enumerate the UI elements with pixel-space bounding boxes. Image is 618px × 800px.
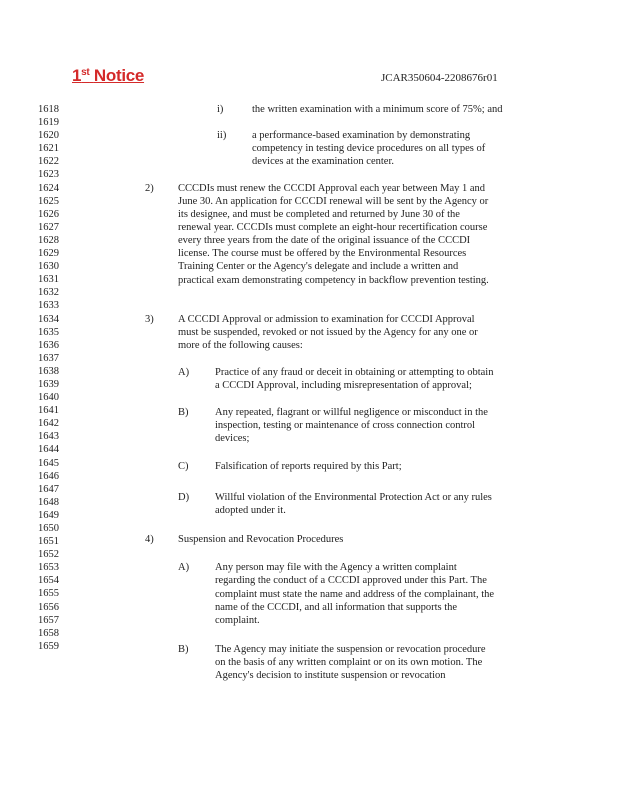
line-number: 1638 <box>38 365 59 377</box>
line-number: 1656 <box>38 601 59 613</box>
text-line: Agency's decision to institute suspension or revocation <box>215 670 446 681</box>
item-marker: 3) <box>145 314 154 325</box>
line-number: 1657 <box>38 614 59 626</box>
line-number: 1644 <box>38 444 59 456</box>
item-marker: B) <box>178 644 189 655</box>
line-number: 1647 <box>38 483 59 495</box>
text-line: renewal year. CCCDIs must complete an eight-hour recertification course <box>178 222 488 233</box>
item-marker: A) <box>178 367 190 378</box>
line-number: 1633 <box>38 300 59 312</box>
text-line: on the basis of any written complaint or on its own motion. The <box>215 657 483 668</box>
line-number: 1649 <box>38 509 59 521</box>
text-line: Falsification of reports required by this Part; <box>215 461 402 472</box>
line-number: 1625 <box>38 195 59 207</box>
line-number: 1654 <box>38 575 59 587</box>
line-number: 1620 <box>38 130 59 142</box>
text-line: Suspension and Revocation Procedures <box>178 534 344 545</box>
line-number: 1653 <box>38 562 59 574</box>
line-number: 1658 <box>38 627 59 639</box>
line-number: 1652 <box>38 549 59 561</box>
line-number: 1637 <box>38 352 59 364</box>
text-line: every three years from the date of the original issuance of the CCCDI <box>178 235 471 246</box>
notice-heading: 1st Notice <box>72 66 145 85</box>
text-line: practical exam demonstrating competency in backflow prevention testing. <box>178 275 489 286</box>
text-line: Any person may file with the Agency a written complaint <box>215 562 457 573</box>
line-number: 1651 <box>38 536 59 548</box>
text-line: adopted under it. <box>215 505 286 516</box>
line-number: 1632 <box>38 287 59 299</box>
document-id: JCAR350604-2208676r01 <box>381 72 498 84</box>
item-marker: 2) <box>145 183 154 194</box>
text-line: The Agency may initiate the suspension or revocation procedure <box>215 644 486 655</box>
text-line: June 30. An application for CCCDI renewal will be sent by the Agency or <box>178 196 489 207</box>
line-number: 1645 <box>38 457 59 469</box>
line-number: 1641 <box>38 405 59 417</box>
text-line: Any repeated, flagrant or willful negligence or misconduct in the <box>215 407 488 418</box>
text-line: CCCDIs must renew the CCCDI Approval each year between May 1 and <box>178 183 486 194</box>
line-number: 1629 <box>38 248 59 260</box>
text-line: complaint. <box>215 615 260 626</box>
line-number: 1634 <box>38 313 59 325</box>
line-number: 1630 <box>38 261 59 273</box>
text-line: competency in testing device procedures on all types of <box>252 143 486 154</box>
text-line: inspection, testing or maintenance of cross connection control <box>215 420 476 431</box>
line-number: 1621 <box>38 143 59 155</box>
text-line: its designee, and must be completed and returned by June 30 of the <box>178 209 460 220</box>
text-line: Practice of any fraud or deceit in obtaining or attempting to obtain <box>215 367 494 378</box>
text-line: devices at the examination center. <box>252 156 394 167</box>
item-marker: C) <box>178 461 189 472</box>
line-number: 1640 <box>38 392 59 404</box>
text-line: a CCCDI Approval, including misrepresentation of approval; <box>215 380 472 391</box>
text-line: a performance-based examination by demonstrating <box>252 130 471 141</box>
text-line: must be suspended, revoked or not issued by the Agency for any one or <box>178 327 478 338</box>
line-number: 1624 <box>38 182 59 194</box>
item-marker: i) <box>217 104 224 115</box>
text-line: complaint must state the name and address of the complainant, the <box>215 589 495 600</box>
text-line: license. The course must be offered by the Environmental Resources <box>178 248 467 259</box>
item-marker: D) <box>178 492 190 503</box>
text-line: more of the following causes: <box>178 340 303 351</box>
line-number: 1659 <box>38 640 59 652</box>
line-number: 1643 <box>38 431 59 443</box>
line-number: 1628 <box>38 234 59 246</box>
text-line: the written examination with a minimum score of 75%; and <box>252 104 503 115</box>
line-number: 1639 <box>38 378 59 390</box>
line-number: 1623 <box>38 169 59 181</box>
item-marker: B) <box>178 407 189 418</box>
item-marker: A) <box>178 562 190 573</box>
text-line: Training Center or the Agency's delegate and include a written and <box>178 261 459 272</box>
text-line: devices; <box>215 433 250 444</box>
line-number: 1627 <box>38 221 59 233</box>
line-number: 1646 <box>38 470 59 482</box>
line-number: 1655 <box>38 588 59 600</box>
text-line: name of the CCCDI, and all information that supports the <box>215 602 458 613</box>
line-number: 1648 <box>38 496 59 508</box>
line-number: 1626 <box>38 208 59 220</box>
text-line: A CCCDI Approval or admission to examination for CCCDI Approval <box>178 314 475 325</box>
line-number: 1631 <box>38 274 59 286</box>
line-numbers <box>38 103 78 653</box>
item-marker: ii) <box>217 130 227 141</box>
item-marker: 4) <box>145 534 154 545</box>
line-number: 1618 <box>38 104 59 115</box>
line-number: 1635 <box>38 326 59 338</box>
line-number: 1636 <box>38 339 59 351</box>
text-line: regarding the conduct of a CCCDI approved under this Part. The <box>215 575 487 586</box>
line-number: 1642 <box>38 418 59 430</box>
line-number: 1619 <box>38 117 59 129</box>
line-number: 1622 <box>38 156 59 168</box>
line-number: 1650 <box>38 523 59 534</box>
text-line: Willful violation of the Environmental Protection Act or any rules <box>215 492 492 503</box>
